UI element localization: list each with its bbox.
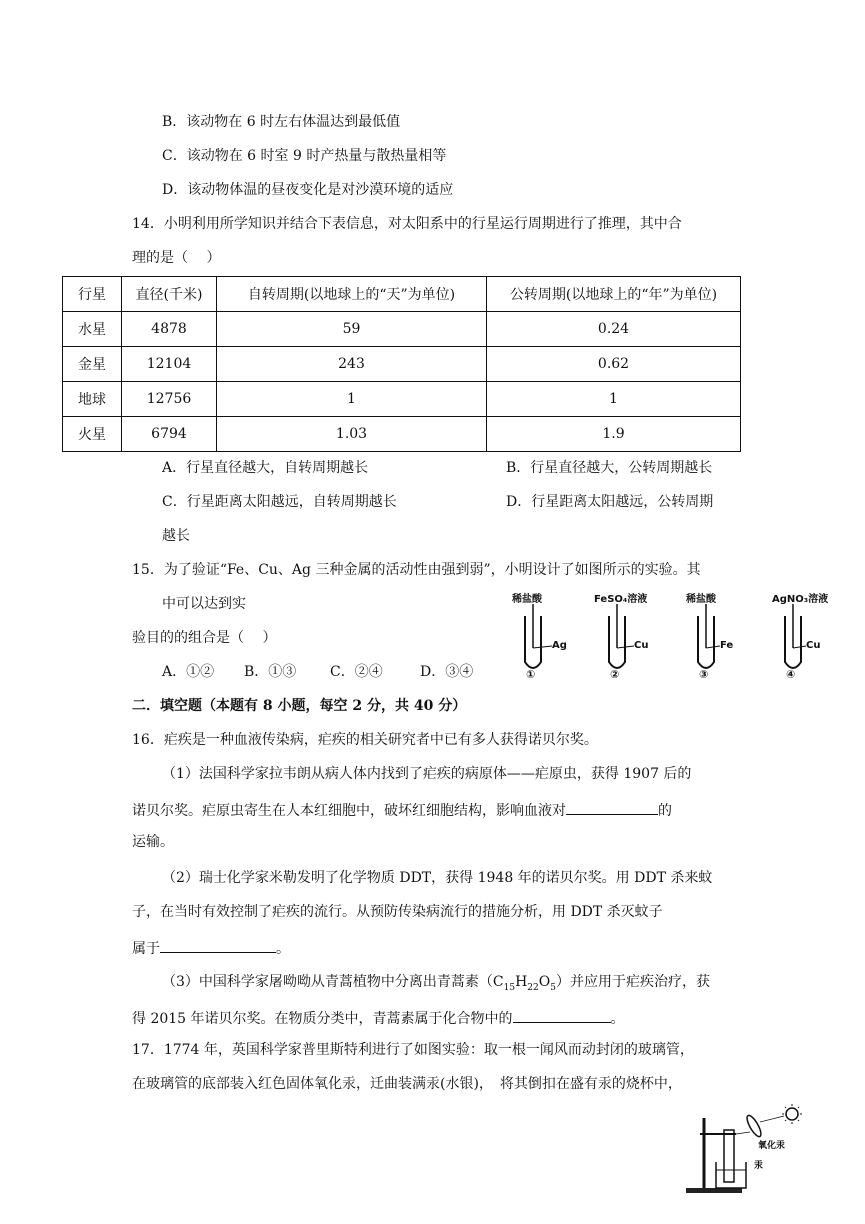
tube-1-reagent: 稀盐酸 — [512, 594, 542, 605]
q16-part1-line2 — [132, 798, 672, 821]
formula-element: H — [515, 974, 528, 990]
table-header-row — [63, 277, 741, 312]
tube-2-number: ② — [610, 668, 620, 681]
q16-part3-text: （3）中国科学家屠呦呦从青蒿植物中分离出青蒿素（C — [162, 974, 504, 990]
tube-3-metal: Fe — [720, 640, 734, 651]
q14-stem-cont: 理的是（ ） — [132, 250, 221, 266]
table-cell: 1 — [217, 382, 487, 417]
q16-part2-text: 属于 — [132, 941, 160, 957]
table-cell: 1.9 — [487, 417, 741, 452]
q16-part2-suffix: 。 — [276, 941, 290, 957]
table-row — [63, 382, 741, 417]
glass-tube — [724, 1130, 734, 1182]
table-cell: 火星 — [63, 417, 122, 452]
tube-2-reagent: FeSO₄溶液 — [594, 594, 648, 605]
q16-stem: 16．疟疾是一种血液传染病，疟疾的相关研究者中已有多人获得诺贝尔奖。 — [132, 732, 598, 748]
formula-subscript: 15 — [503, 982, 516, 993]
q14-option-d-cont: 越长 — [162, 528, 190, 544]
q15-option-a: A．①② — [162, 664, 215, 680]
table-cell: 1.03 — [217, 417, 487, 452]
mercury-oxide-figure — [680, 1104, 810, 1196]
q14-option-c: C．行星距离太阳越远，自转周期越长 — [162, 494, 397, 510]
tube-4-number: ④ — [786, 668, 796, 681]
table-header: 公转周期(以地球上的“年”为单位) — [487, 277, 741, 312]
q15-option-d: D．③④ — [420, 664, 474, 680]
table-cell: 6794 — [122, 417, 217, 452]
table-cell: 水星 — [63, 312, 122, 347]
table-cell: 1 — [487, 382, 741, 417]
table-header: 直径(千米) — [122, 277, 217, 312]
q16-part1-text: 诺贝尔奖。疟原虫寄生在人本红细胞中，破坏红细胞结构，影响血液对 — [132, 803, 566, 819]
tube-1-metal: Ag — [552, 640, 567, 651]
answer-blank-2[interactable] — [160, 936, 276, 953]
q15-stem: 15．为了验证“Fe、Cu、Ag 三种金属的活动性由强到弱”，小明设计了如图所示的实验。其 — [132, 562, 701, 578]
table-header: 自转周期(以地球上的“天”为单位) — [217, 277, 487, 312]
table-cell: 0.62 — [487, 347, 741, 382]
planet-table — [62, 276, 741, 452]
table-header: 行星 — [63, 277, 122, 312]
q13-option-d: D．该动物体温的昼夜变化是对沙漠环境的适应 — [162, 182, 454, 198]
test-tube-3 — [698, 604, 720, 668]
table-cell: 243 — [217, 347, 487, 382]
q16-part2: （2）瑞士化学家米勒发明了化学物质 DDT，获得 1948 年的诺贝尔奖。用 DDT 杀来蚊 — [162, 870, 713, 886]
answer-blank-3[interactable] — [513, 1006, 611, 1023]
table-cell: 0.24 — [487, 312, 741, 347]
q17-stem: 17．1774 年，英国科学家普里斯特利进行了如图实验：取一根一闻风而动封闭的玻璃管， — [132, 1042, 694, 1058]
label-mercury: 汞 — [754, 1161, 764, 1171]
q16-part2-line2: 子，在当时有效控制了疟疾的流行。从预防传染病流行的措施分析，用 DDT 杀灭蚊子 — [132, 904, 663, 920]
q14-option-b: B．行星直径越大，公转周期越长 — [506, 460, 713, 476]
tube-1-number: ① — [526, 668, 536, 681]
table-row — [63, 347, 741, 382]
q16-part3 — [162, 972, 710, 998]
q15-stem-cont: 中可以达到实 — [162, 596, 246, 612]
q14-option-d: D．行星距离太阳越远，公转周期 — [506, 494, 714, 510]
table-cell: 金星 — [63, 347, 122, 382]
tube-4-metal: Cu — [806, 640, 821, 651]
q13-option-b: B．该动物在 6 时左右体温达到最低值 — [162, 114, 401, 130]
q16-part3-suffix: 。 — [610, 1011, 625, 1027]
q13-option-c: C．该动物在 6 时室 9 时产热量与散热量相等 — [162, 148, 447, 164]
table-row — [63, 417, 741, 452]
answer-blank-1[interactable] — [566, 798, 658, 815]
q16-part3-line2 — [132, 1006, 625, 1029]
q15-option-c: C．②④ — [330, 664, 383, 680]
tube-3-number: ③ — [699, 668, 709, 681]
formula-subscript: 22 — [527, 982, 539, 993]
q17-stem-cont: 在玻璃管的底部装入红色固体氧化汞，迁曲装满汞(水银)， 将其倒扣在盛有汞的烧杯中， — [132, 1076, 682, 1092]
table-cell: 地球 — [63, 382, 122, 417]
test-tube-2 — [609, 604, 634, 668]
tube-3-reagent: 稀盐酸 — [686, 594, 716, 605]
table-row — [63, 312, 741, 347]
experiment-apparatus — [680, 1104, 810, 1196]
test-tube-4 — [785, 604, 806, 668]
lens — [745, 1114, 764, 1139]
formula-element: O — [538, 974, 551, 990]
test-tube-figure — [510, 590, 840, 686]
q15-option-b: B．①③ — [244, 664, 297, 680]
table-cell: 59 — [217, 312, 487, 347]
q16-part1-line3: 运输。 — [132, 834, 174, 850]
beaker — [716, 1162, 746, 1188]
q16-part3-text2: 得 2015 年诺贝尔奖。在物质分类中，青蒿素属于化合物中的 — [132, 1011, 513, 1027]
q16-part3-text-cont: ）并应用于疟疾治疗，获 — [555, 974, 710, 990]
q16-part1: （1）法国科学家拉韦朗从病人体内找到了疟疾的病原体——疟原虫，获得 1907 后的 — [162, 766, 692, 782]
tube-4-reagent: AgNO₃溶液 — [772, 594, 829, 605]
table-cell: 12104 — [122, 347, 217, 382]
table-cell: 4878 — [122, 312, 217, 347]
label-mercury-oxide: 氧化汞 — [758, 1141, 786, 1151]
q16-part2-line3 — [132, 936, 290, 959]
sun-icon — [786, 1108, 798, 1120]
test-tube-1 — [525, 604, 552, 668]
q16-part1-suffix: 的 — [658, 803, 672, 819]
q15-stem-cont2: 验目的的组合是（ ） — [132, 630, 277, 646]
tube-2-metal: Cu — [634, 640, 649, 651]
formula-subscript: 5 — [550, 982, 556, 993]
q14-option-a: A．行星直径越大，自转周期越长 — [162, 460, 369, 476]
section-title: 二．填空题（本题有 8 小题，每空 2 分，共 40 分） — [132, 698, 467, 714]
q14-stem: 14．小明利用所学知识并结合下表信息，对太阳系中的行星运行周期进行了推理，其中合 — [132, 216, 682, 232]
table-cell: 12756 — [122, 382, 217, 417]
